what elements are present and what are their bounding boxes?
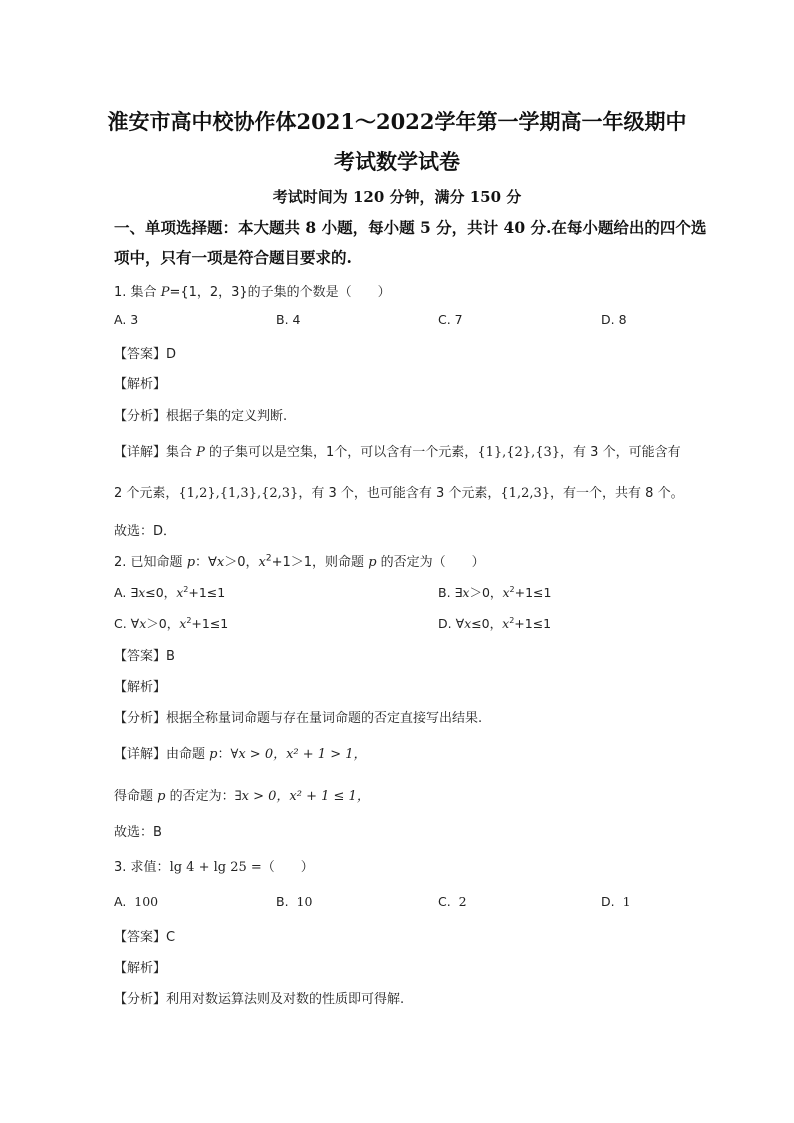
question-2-fenxi: 【分析】根据全称量词命题与存在量词命题的否定直接写出结果. xyxy=(114,711,483,726)
page-title-line1: 淮安市高中校协作体2021～2022学年第一学期高一年级期中 xyxy=(107,109,687,134)
question-2-option-c: C. ∀x＞0，$x^2+1\le 1$ xyxy=(114,615,229,631)
page-title-line2: 考试数学试卷 xyxy=(334,149,460,174)
question-1-option-d: D. 8 xyxy=(601,312,627,327)
question-2-option-a: A. ∃x≤0，$x^2+1\le 1$ xyxy=(114,584,226,600)
question-3-stem: 3. 求值：lg 4 + lg 25 =（ ） xyxy=(114,860,314,875)
question-3-option-c: C. 2 xyxy=(438,894,467,909)
question-1-option-b: B. 4 xyxy=(276,312,301,327)
question-2-option-b: B. ∃x＞0，$x^2+1\le 1$ xyxy=(438,584,552,600)
question-1-conclusion: 故选：D． xyxy=(114,524,177,539)
question-1-option-c: C. 7 xyxy=(438,312,463,327)
question-2-conclusion: 故选：B xyxy=(114,825,162,840)
question-3-answer: 【答案】C xyxy=(114,930,176,945)
section-heading-line2: 项中，只有一项是符合题目要求的. xyxy=(114,248,352,267)
question-1-stem: 1. 集合 P={1，2，3}的子集的个数是（ ） xyxy=(114,285,391,300)
question-2-answer: 【答案】B xyxy=(114,649,175,664)
question-1-option-a: A. 3 xyxy=(114,312,139,327)
question-1-analysis-label: 【解析】 xyxy=(114,377,167,392)
question-1-detail-line1: 【详解】集合 P 的子集可以是空集，1个，可以含有一个元素，{1},{2},{3}，有 3 个，可能含有 xyxy=(114,445,681,460)
question-1-fenxi: 【分析】根据子集的定义判断. xyxy=(114,409,288,424)
question-2-option-d: D. ∀x≤0，$x^2+1\le 1$ xyxy=(438,615,552,631)
exam-subtitle: 考试时间为 120 分钟，满分 150 分 xyxy=(272,188,522,206)
question-1-answer: 【答案】D xyxy=(114,347,177,362)
section-heading-line1: 一、单项选择题：本大题共 8 小题，每小题 5 分，共计 40 分.在每小题给出的四个选 xyxy=(114,218,707,237)
question-3-option-b: B. 10 xyxy=(276,894,313,909)
question-3-option-a: A. 100 xyxy=(114,894,159,909)
question-2-analysis-label: 【解析】 xyxy=(114,680,167,695)
question-2-detail: 【详解】由命题 p：∀x > 0，x² + 1 > 1， xyxy=(114,747,367,762)
question-2-stem: 2. 已知命题 p：∀x＞0，$x^2+1>1$，则命题 p 的否定为（ ） xyxy=(114,553,485,570)
question-1-detail-line2: 2 个元素，{1,2},{1,3},{2,3}，有 3 个，也可能含有 3 个元素，{1,2,3}，有一个，共有 8 个。 xyxy=(114,486,684,501)
question-3-fenxi: 【分析】利用对数运算法则及对数的性质即可得解. xyxy=(114,992,405,1007)
question-3-analysis-label: 【解析】 xyxy=(114,961,167,976)
question-3-option-d: D. 1 xyxy=(601,894,631,909)
question-2-negation: 得命题 p 的否定为：∃x > 0，x² + 1 ≤ 1， xyxy=(114,789,370,804)
